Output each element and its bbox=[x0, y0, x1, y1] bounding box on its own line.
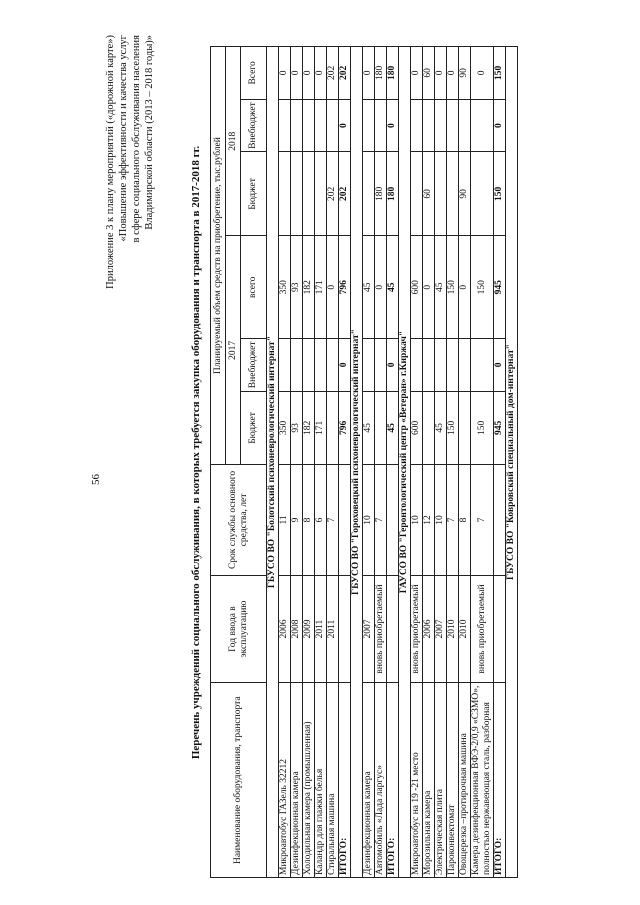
amount-e18 bbox=[459, 99, 471, 152]
header-name: Наименование оборудования, транспорта bbox=[211, 683, 267, 878]
amount-t18: 0 bbox=[291, 47, 303, 100]
table-row bbox=[291, 47, 303, 878]
amount-b18 bbox=[291, 152, 303, 236]
amount-b17: 45 bbox=[435, 391, 447, 465]
table-row bbox=[411, 47, 423, 878]
document-title: Перечень учреждений социального обслуживания, в которых требуется закупка оборудования и транспорта в 2017-2018 гг. bbox=[190, 145, 202, 760]
commission-year: 2007 bbox=[363, 575, 375, 683]
total-empty bbox=[339, 575, 351, 683]
header-total-2017: всего bbox=[241, 236, 267, 339]
table-row bbox=[471, 47, 494, 878]
amount-t18: 0 bbox=[315, 47, 327, 100]
equipment-name: Пароконвектомат bbox=[447, 683, 459, 878]
commission-year: вновь приобретаемый bbox=[471, 575, 494, 683]
table-row bbox=[447, 47, 459, 878]
amount-e17 bbox=[303, 339, 315, 392]
service-life: 11 bbox=[279, 465, 291, 575]
amount-t17: 0 bbox=[459, 236, 471, 339]
amount-e18 bbox=[279, 99, 291, 152]
commission-year: 2006 bbox=[279, 575, 291, 683]
amount-e17 bbox=[435, 339, 447, 392]
total-e17: 0 bbox=[494, 339, 506, 392]
amount-e18 bbox=[303, 99, 315, 152]
total-e18: 0 bbox=[339, 99, 351, 152]
equipment-name: Стиральная машина bbox=[327, 683, 339, 878]
service-life: 10 bbox=[363, 465, 375, 575]
amount-t18: 0 bbox=[303, 47, 315, 100]
group-header-row bbox=[267, 47, 279, 878]
amount-e17 bbox=[411, 339, 423, 392]
appendix-line: Владимирской области (2013 – 2018 годы)» bbox=[144, 35, 155, 230]
group-header-row bbox=[399, 47, 411, 878]
amount-e17 bbox=[423, 339, 435, 392]
amount-b18 bbox=[279, 152, 291, 236]
total-row bbox=[339, 47, 351, 878]
total-b18: 180 bbox=[387, 152, 399, 236]
amount-b17 bbox=[327, 391, 339, 465]
amount-t18: 0 bbox=[435, 47, 447, 100]
amount-e17 bbox=[363, 339, 375, 392]
total-t17: 796 bbox=[339, 236, 351, 339]
amount-t18: 60 bbox=[423, 47, 435, 100]
amount-b17: 150 bbox=[471, 391, 494, 465]
group-title: ГБУСО ВО "Гороховецкий психоневрологический интернат" bbox=[351, 47, 363, 878]
total-t18: 180 bbox=[387, 47, 399, 100]
amount-t18: 0 bbox=[279, 47, 291, 100]
table-row bbox=[315, 47, 327, 878]
equipment-name: Морозильная камера bbox=[423, 683, 435, 878]
total-t17: 45 bbox=[387, 236, 399, 339]
header-year: Год ввода в эксплуатацию bbox=[211, 575, 267, 683]
amount-t18: 0 bbox=[471, 47, 494, 100]
total-b17: 945 bbox=[494, 391, 506, 465]
appendix-line: в сфере социального обслуживания населения bbox=[131, 35, 142, 243]
appendix-line: Приложение 3 к плану мероприятий («дорожной карте») bbox=[105, 35, 116, 289]
table-row bbox=[279, 47, 291, 878]
amount-b18 bbox=[411, 152, 423, 236]
total-t18: 150 bbox=[494, 47, 506, 100]
appendix-note bbox=[104, 35, 156, 375]
service-life: 6 bbox=[315, 465, 327, 575]
commission-year: 2010 bbox=[459, 575, 471, 683]
header-total-2018: Всего bbox=[241, 47, 267, 100]
commission-year: 2011 bbox=[315, 575, 327, 683]
amount-t17: 0 bbox=[375, 236, 387, 339]
equipment-name: Автомобиль «Лада ларгус» bbox=[375, 683, 387, 878]
total-e18: 0 bbox=[494, 99, 506, 152]
amount-b18 bbox=[303, 152, 315, 236]
total-e17: 0 bbox=[387, 339, 399, 392]
amount-b17: 150 bbox=[447, 391, 459, 465]
header-budget-2018: Бюджет bbox=[241, 152, 267, 236]
commission-year: 2010 bbox=[447, 575, 459, 683]
total-e17: 0 bbox=[339, 339, 351, 392]
total-row bbox=[387, 47, 399, 878]
total-label: ИТОГО: bbox=[339, 683, 351, 878]
amount-e18 bbox=[471, 99, 494, 152]
total-e18: 0 bbox=[387, 99, 399, 152]
table-row bbox=[423, 47, 435, 878]
table-row bbox=[363, 47, 375, 878]
amount-b18: 60 bbox=[423, 152, 435, 236]
amount-e17 bbox=[327, 339, 339, 392]
table-row bbox=[327, 47, 339, 878]
amount-t17: 600 bbox=[411, 236, 423, 339]
total-t18: 202 bbox=[339, 47, 351, 100]
total-b17: 796 bbox=[339, 391, 351, 465]
amount-b18: 90 bbox=[459, 152, 471, 236]
group-title: ГБУСО ВО "Болотский психоневрологический интернат" bbox=[267, 47, 279, 878]
amount-t18: 180 bbox=[375, 47, 387, 100]
amount-e17 bbox=[447, 339, 459, 392]
equipment-name: Микроавтобус на 19 -21 место bbox=[411, 683, 423, 878]
amount-e18 bbox=[327, 99, 339, 152]
total-label: ИТОГО: bbox=[494, 683, 506, 878]
amount-t18: 202 bbox=[327, 47, 339, 100]
total-empty bbox=[494, 465, 506, 575]
amount-b18 bbox=[447, 152, 459, 236]
amount-e18 bbox=[435, 99, 447, 152]
amount-t17: 150 bbox=[447, 236, 459, 339]
amount-e18 bbox=[411, 99, 423, 152]
commission-year: 2007 bbox=[435, 575, 447, 683]
total-empty bbox=[387, 575, 399, 683]
equipment-name: Камера дезинфекционная ВФЭ-2/0,9 «СЗМО», полностью нержавеющая сталь, разборная bbox=[471, 683, 494, 878]
commission-year: вновь приобретаемый bbox=[375, 575, 387, 683]
amount-b18 bbox=[435, 152, 447, 236]
table-row bbox=[459, 47, 471, 878]
amount-b18 bbox=[471, 152, 494, 236]
amount-e18 bbox=[291, 99, 303, 152]
amount-b17: 45 bbox=[363, 391, 375, 465]
amount-b17 bbox=[423, 391, 435, 465]
amount-e18 bbox=[423, 99, 435, 152]
commission-year: 2008 bbox=[291, 575, 303, 683]
group-title: ГБУСО ВО "Ковровский специальный дом-интернат" bbox=[506, 47, 518, 878]
amount-t17: 171 bbox=[315, 236, 327, 339]
equipment-name: Каландр для глажки белья bbox=[315, 683, 327, 878]
amount-t17: 45 bbox=[363, 236, 375, 339]
total-empty bbox=[387, 465, 399, 575]
amount-b17 bbox=[459, 391, 471, 465]
service-life: 9 bbox=[291, 465, 303, 575]
service-life: 7 bbox=[327, 465, 339, 575]
amount-t17: 150 bbox=[471, 236, 494, 339]
amount-e18 bbox=[315, 99, 327, 152]
amount-b17: 93 bbox=[291, 391, 303, 465]
total-empty bbox=[339, 465, 351, 575]
group-header-row bbox=[506, 47, 518, 878]
equipment-name: Дезинфекционная камера bbox=[291, 683, 303, 878]
page-number: 56 bbox=[90, 474, 102, 485]
total-t17: 945 bbox=[494, 236, 506, 339]
total-label: ИТОГО: bbox=[387, 683, 399, 878]
total-b17: 45 bbox=[387, 391, 399, 465]
equipment-name: Электрическая плита bbox=[435, 683, 447, 878]
amount-e17 bbox=[471, 339, 494, 392]
service-life: 12 bbox=[423, 465, 435, 575]
amount-t17: 45 bbox=[435, 236, 447, 339]
amount-b17: 171 bbox=[315, 391, 327, 465]
header-budget-2017: Бюджет bbox=[241, 391, 267, 465]
commission-year: 2006 bbox=[423, 575, 435, 683]
appendix-line: «Повышение эффективности и качества услуг bbox=[118, 35, 129, 242]
amount-b18: 180 bbox=[375, 152, 387, 236]
amount-b18 bbox=[315, 152, 327, 236]
table-body bbox=[267, 47, 518, 878]
header-term: Срок службы основного средства, лет bbox=[211, 465, 267, 575]
amount-e17 bbox=[291, 339, 303, 392]
commission-year: вновь приобретаемый bbox=[411, 575, 423, 683]
total-empty bbox=[494, 575, 506, 683]
amount-e17 bbox=[279, 339, 291, 392]
header-planned: Планируемый объем средств на приобретение, тыс.рублей bbox=[211, 47, 226, 465]
service-life: 7 bbox=[447, 465, 459, 575]
amount-b18: 202 bbox=[327, 152, 339, 236]
equipment-name: Дезинфекционная камера bbox=[363, 683, 375, 878]
amount-b17 bbox=[375, 391, 387, 465]
table-row bbox=[303, 47, 315, 878]
amount-t17: 0 bbox=[423, 236, 435, 339]
amount-e17 bbox=[375, 339, 387, 392]
amount-t18: 0 bbox=[447, 47, 459, 100]
amount-t17: 182 bbox=[303, 236, 315, 339]
amount-e18 bbox=[447, 99, 459, 152]
amount-t17: 350 bbox=[279, 236, 291, 339]
amount-b17: 350 bbox=[279, 391, 291, 465]
service-life: 7 bbox=[375, 465, 387, 575]
amount-t18: 90 bbox=[459, 47, 471, 100]
amount-e17 bbox=[315, 339, 327, 392]
group-header-row bbox=[351, 47, 363, 878]
header-extra-2017: Внебюджет bbox=[241, 339, 267, 392]
header-2017: 2017 bbox=[226, 236, 241, 465]
amount-b17: 182 bbox=[303, 391, 315, 465]
amount-b17: 600 bbox=[411, 391, 423, 465]
total-b18: 150 bbox=[494, 152, 506, 236]
header-2018: 2018 bbox=[226, 47, 241, 236]
equipment-name: Овощерезка –протирочная машина bbox=[459, 683, 471, 878]
service-life: 8 bbox=[459, 465, 471, 575]
total-row bbox=[494, 47, 506, 878]
amount-e18 bbox=[363, 99, 375, 152]
total-b18: 202 bbox=[339, 152, 351, 236]
equipment-table bbox=[210, 46, 518, 878]
service-life: 10 bbox=[411, 465, 423, 575]
amount-t17: 0 bbox=[327, 236, 339, 339]
equipment-name: Холодильная камера (промышленная) bbox=[303, 683, 315, 878]
service-life: 10 bbox=[435, 465, 447, 575]
service-life: 7 bbox=[471, 465, 494, 575]
equipment-name: Микроавтобус ГАЗель 32212 bbox=[279, 683, 291, 878]
commission-year: 2009 bbox=[303, 575, 315, 683]
table-row bbox=[435, 47, 447, 878]
amount-b18 bbox=[363, 152, 375, 236]
amount-t17: 93 bbox=[291, 236, 303, 339]
header-extra-2018: Внебюджет bbox=[241, 99, 267, 152]
amount-t18: 0 bbox=[363, 47, 375, 100]
table-row bbox=[375, 47, 387, 878]
group-title: ГАУСО ВО "Геронтологический центр «Ветеран» г.Киржач" bbox=[399, 47, 411, 878]
service-life: 8 bbox=[303, 465, 315, 575]
amount-t18: 0 bbox=[411, 47, 423, 100]
commission-year: 2011 bbox=[327, 575, 339, 683]
amount-e18 bbox=[375, 99, 387, 152]
amount-e17 bbox=[459, 339, 471, 392]
